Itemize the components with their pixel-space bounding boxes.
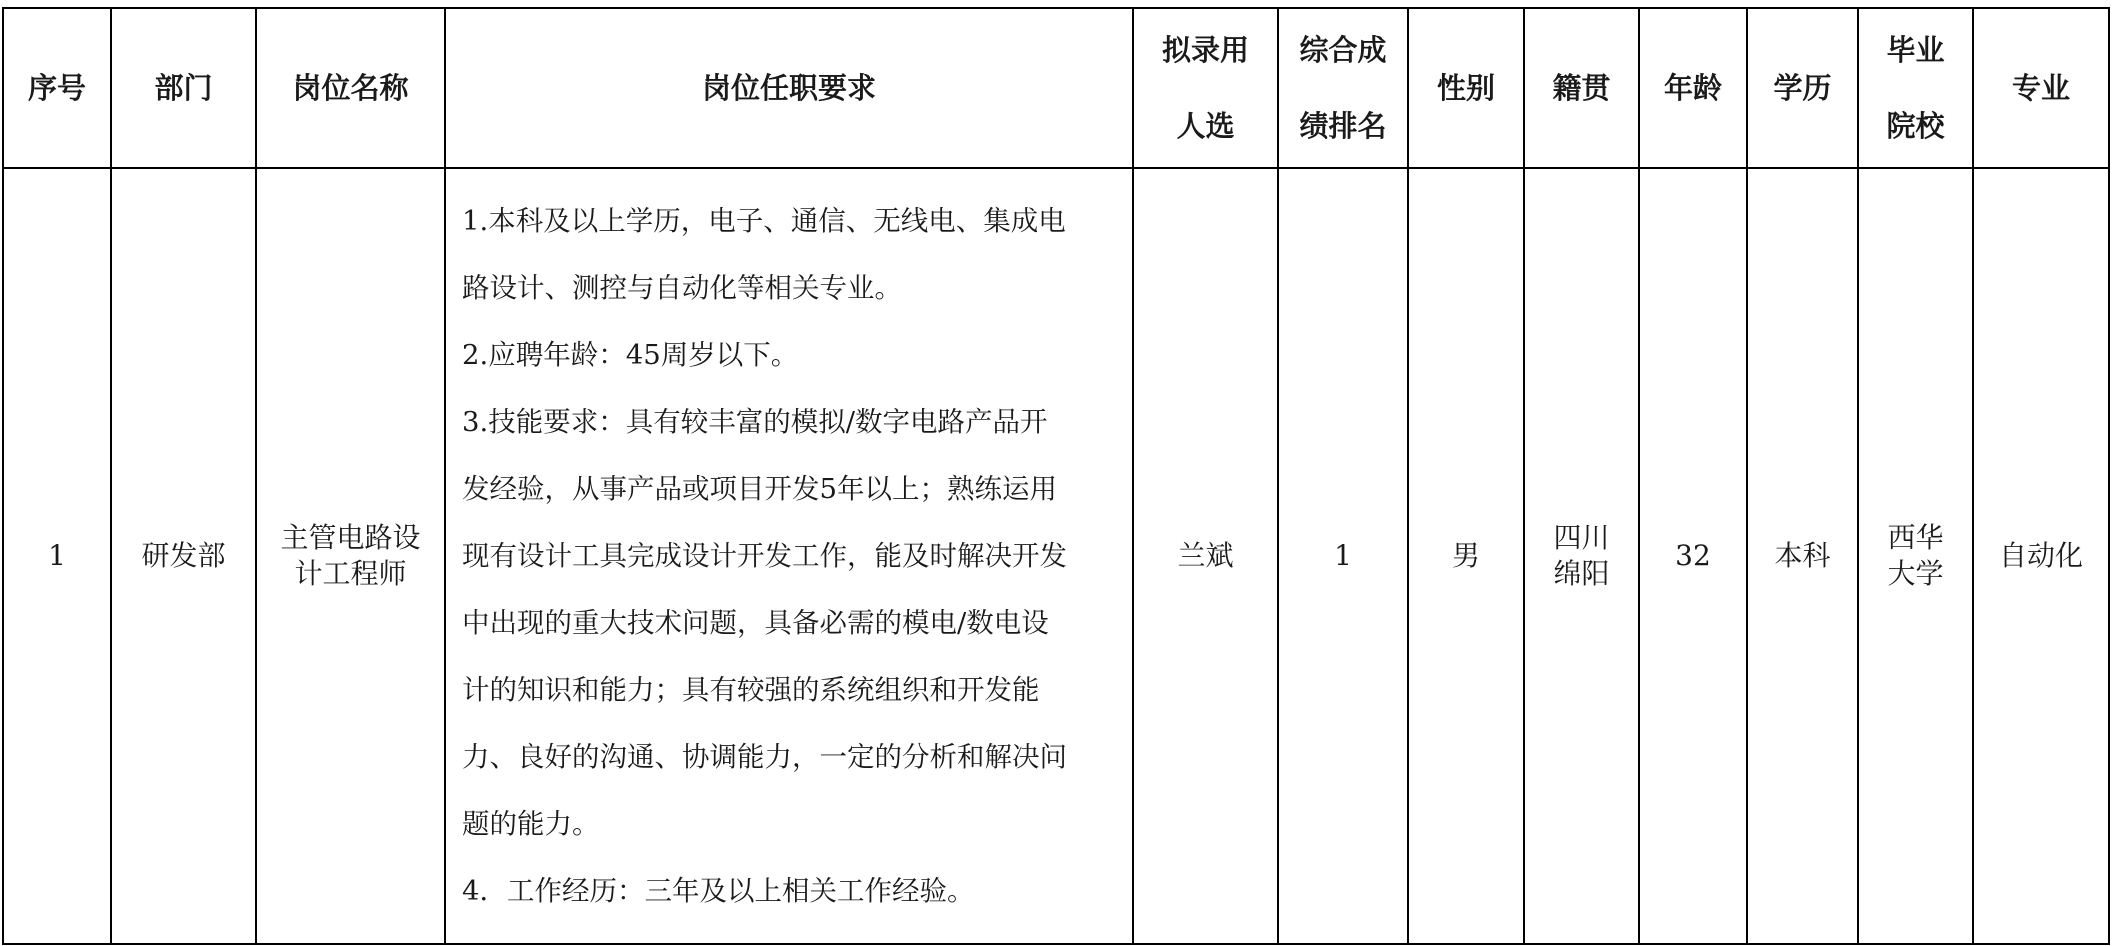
header-education: 学历 xyxy=(1747,8,1858,168)
cell-major: 自动化 xyxy=(1973,168,2109,944)
cell-position xyxy=(256,168,445,944)
cell-requirements xyxy=(445,168,1133,944)
cell-gender: 男 xyxy=(1408,168,1524,944)
cell-candidate: 兰斌 xyxy=(1133,168,1278,944)
cell-position-line-1: 主管电路设 xyxy=(280,521,421,554)
cell-position-line-2: 计工程师 xyxy=(294,557,407,590)
header-candidate xyxy=(1133,8,1278,168)
header-school-line-1: 毕业 xyxy=(1886,33,1945,67)
header-major: 专业 xyxy=(1973,8,2109,168)
requirement-line: 路设计、测控与自动化等相关专业。 xyxy=(462,271,902,304)
header-department: 部门 xyxy=(111,8,256,168)
requirement-line: 发经验，从事产品或项目开发5年以上；熟练运用 xyxy=(462,472,1057,505)
header-candidate-line-2: 人选 xyxy=(1176,109,1235,143)
cell-origin-line-2: 绵阳 xyxy=(1553,557,1610,590)
header-position: 岗位名称 xyxy=(256,8,445,168)
header-origin: 籍贯 xyxy=(1524,8,1639,168)
header-rank-line-2: 绩排名 xyxy=(1299,109,1387,143)
requirement-line: 1.本科及以上学历，电子、通信、无线电、集成电 xyxy=(462,204,1066,237)
cell-school xyxy=(1858,168,1973,944)
cell-rank: 1 xyxy=(1278,168,1408,944)
cell-school-line-1: 西华 xyxy=(1887,521,1944,554)
header-rank xyxy=(1278,8,1408,168)
requirement-line: 力、良好的沟通、协调能力，一定的分析和解决问 xyxy=(462,740,1067,773)
requirement-line: 中出现的重大技术问题，具备必需的模电/数电设 xyxy=(462,606,1049,639)
header-candidate-line-1: 拟录用 xyxy=(1161,33,1249,67)
requirement-line: 2.应聘年龄：45周岁以下。 xyxy=(462,338,799,371)
recruitment-table xyxy=(2,7,2110,945)
cell-education: 本科 xyxy=(1747,168,1858,944)
header-school xyxy=(1858,8,1973,168)
cell-department: 研发部 xyxy=(111,168,256,944)
cell-age: 32 xyxy=(1639,168,1747,944)
header-index: 序号 xyxy=(3,8,111,168)
header-rank-line-1: 综合成 xyxy=(1299,33,1387,67)
cell-index: 1 xyxy=(3,168,111,944)
header-requirements: 岗位任职要求 xyxy=(445,8,1133,168)
header-row xyxy=(3,8,2109,168)
cell-origin xyxy=(1524,168,1639,944)
header-age: 年龄 xyxy=(1639,8,1747,168)
requirement-line: 题的能力。 xyxy=(462,807,600,840)
requirement-line: 计的知识和能力；具有较强的系统组织和开发能 xyxy=(462,673,1040,706)
cell-origin-line-1: 四川 xyxy=(1553,521,1610,554)
header-school-line-2: 院校 xyxy=(1886,109,1945,143)
header-gender: 性别 xyxy=(1408,8,1524,168)
table-row xyxy=(3,168,2109,944)
cell-school-line-2: 大学 xyxy=(1887,557,1944,590)
requirement-line: 现有设计工具完成设计开发工作，能及时解决开发 xyxy=(462,539,1067,572)
requirement-line: 3.技能要求：具有较丰富的模拟/数字电路产品开 xyxy=(462,405,1048,438)
requirement-line: 4．工作经历：三年及以上相关工作经验。 xyxy=(462,874,975,907)
